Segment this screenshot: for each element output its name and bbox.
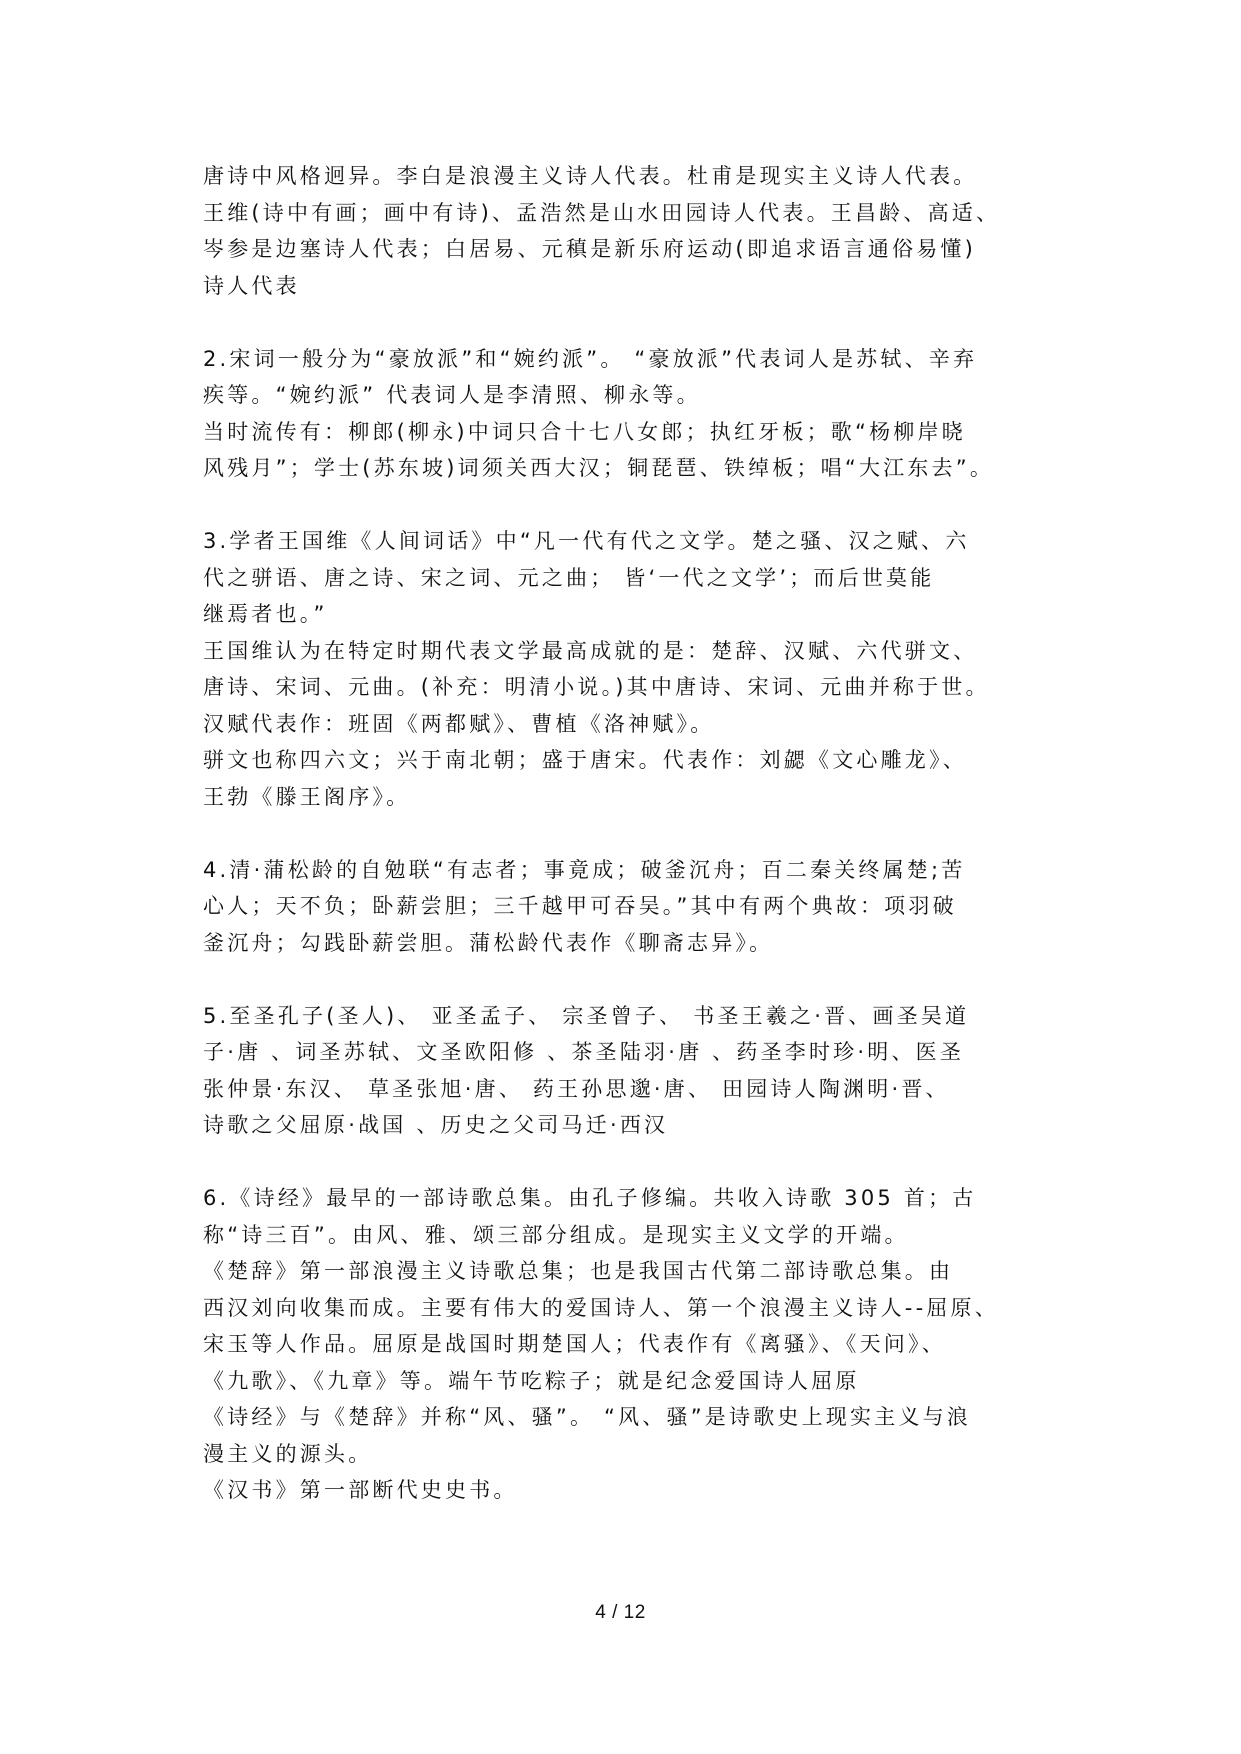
text-line: 骈文也称四六文；兴于南北朝；盛于唐宋。代表作：刘勰《文心雕龙》、 [203, 748, 967, 772]
text-line: 2.宋词一般分为“豪放派”和“婉约派”。 “豪放派”代表词人是苏轼、辛弃 [203, 346, 978, 371]
text-line: 宋玉等人作品。屈原是战国时期楚国人；代表作有《离骚》、《天问》、 [203, 1332, 946, 1356]
text-line: 《汉书》第一部断代史史书。 [203, 1478, 518, 1502]
text-line: 《楚辞》第一部浪漫主义诗歌总集；也是我国古代第二部诗歌总集。由 [203, 1259, 954, 1283]
text-line: 西汉刘向收集而成。主要有伟大的爱国诗人、第一个浪漫主义诗人--屈原、 [203, 1295, 999, 1320]
text-line: 5.至圣孔子(圣人)、 亚圣孟子、 宗圣曾子、 书圣王羲之·晋、画圣吴道 [203, 1003, 970, 1028]
paragraph-sages [203, 998, 1053, 1144]
paragraph-spacer [203, 961, 1053, 998]
text-line: 继焉者也。” [203, 602, 328, 626]
text-line: 风残月”；学士(苏东坡)词须关西大汉；铜琵琶、铁绰板；唱“大江东去”。 [203, 456, 995, 480]
text-line: 张仲景·东汉、 草圣张旭·唐、 药王孙思邈·唐、 田园诗人陶渊明·晋、 [203, 1076, 950, 1101]
text-line: 疾等。“婉约派” 代表词人是李清照、柳永等。 [203, 383, 701, 407]
paragraph-shijing-chuci [203, 1180, 1053, 1509]
text-line: 王勃《滕王阁序》。 [203, 784, 411, 809]
text-line: 《诗经》与《楚辞》并称“风、骚”。 “风、骚”是诗歌史上现实主义与浪 [203, 1405, 971, 1429]
paragraph-spacer [203, 487, 1053, 524]
paragraph-pu-songling [203, 852, 1053, 962]
text-line: 唐诗、宋词、元曲。(补充：明清小说。)其中唐诗、宋词、元曲并称于世。 [203, 675, 990, 699]
text-line: 《九歌》、《九章》等。端午节吃粽子；就是纪念爱国诗人屈原 [203, 1368, 860, 1393]
text-line: 王国维认为在特定时期代表文学最高成就的是：楚辞、汉赋、六代骈文、 [203, 638, 978, 663]
page-number: 4 / 12 [595, 1602, 646, 1623]
text-line: 3.学者王国维《人间词话》中“凡一代有代之文学。楚之骚、汉之赋、六 [203, 529, 970, 553]
paragraph-spacer [203, 304, 1053, 341]
page-body [203, 158, 1053, 1509]
text-line: 心人；天不负；卧薪尝胆；三千越甲可吞吴。”其中有两个典故：项羽破 [203, 894, 957, 918]
text-line: 4.清·蒲松龄的自勉联“有志者；事竟成；破釜沉舟；百二秦关终属楚;苦 [203, 857, 966, 882]
text-line: 子·唐 、词圣苏轼、文圣欧阳修 、茶圣陆羽·唐 、药圣李时珍·明、医圣 [203, 1040, 965, 1064]
text-line: 漫主义的源头。 [203, 1441, 373, 1466]
text-line: 釜沉舟；勾践卧薪尝胆。蒲松龄代表作《聊斋志异》。 [203, 930, 774, 955]
text-line: 王维(诗中有画；画中有诗)、孟浩然是山水田园诗人代表。王昌龄、高适、 [203, 200, 1001, 225]
paragraph-tang-poetry [203, 158, 1053, 304]
text-line: 诗人代表 [203, 273, 300, 298]
paragraph-spacer [203, 1144, 1053, 1181]
text-line: 诗歌之父屈原·战国 、历史之父司马迁·西汉 [203, 1113, 669, 1137]
paragraph-song-ci [203, 341, 1053, 487]
text-line: 6.《诗经》最早的一部诗歌总集。由孔子修编。共收入诗歌 305 首；古 [203, 1186, 977, 1210]
text-line: 当时流传有：柳郎(柳永)中词只合十七八女郎；执红牙板；歌“杨柳岸晓 [203, 419, 966, 444]
text-line: 唐诗中风格迥异。李白是浪漫主义诗人代表。杜甫是现实主义诗人代表。 [203, 164, 978, 188]
paragraph-wang-guowei [203, 523, 1053, 815]
paragraph-spacer [203, 815, 1053, 852]
text-line: 称“诗三百”。由风、雅、颂三部分组成。是现实主义文学的开端。 [203, 1222, 909, 1247]
text-line: 代之骈语、唐之诗、宋之词、元之曲； 皆‘一代之文学’；而后世莫能 [203, 565, 935, 590]
text-line: 岑参是边塞诗人代表；白居易、元稹是新乐府运动(即追求语言通俗易懂) [203, 237, 976, 261]
text-line: 汉赋代表作：班固《两都赋》、曹植《洛神赋》。 [203, 711, 715, 736]
